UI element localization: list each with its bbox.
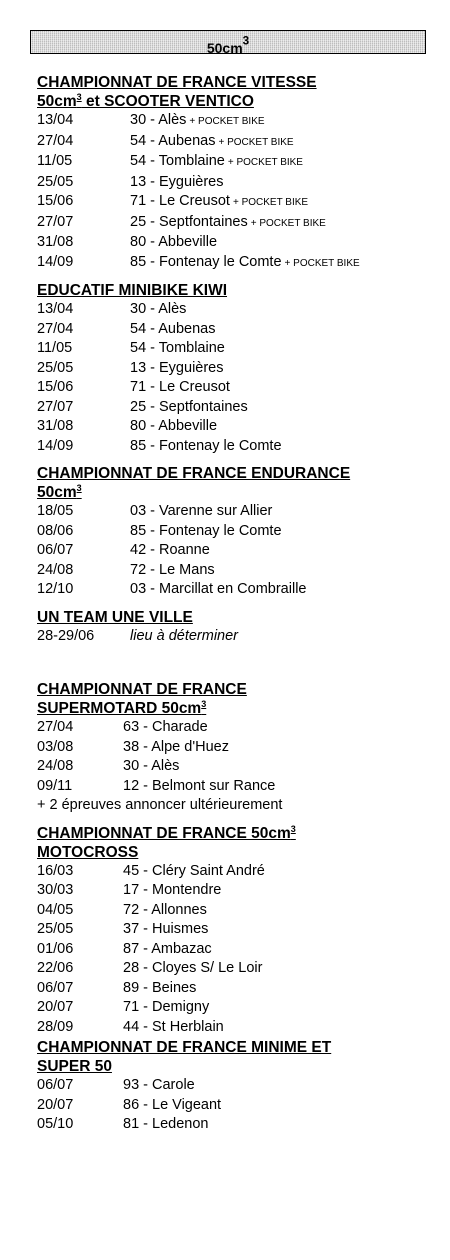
event-location: 30 - Alès + POCKET BIKE [130,112,265,128]
event-date: 20/07 [37,1096,74,1113]
event-date: 11/05 [37,340,73,356]
event-date: 20/07 [37,999,74,1015]
event-date: 12/10 [37,581,74,597]
event-row [37,339,432,359]
event-row [37,320,432,340]
event-row [37,920,432,940]
event-row [37,881,432,901]
event-location: 37 - Huismes [123,921,209,937]
event-date: 24/08 [37,561,74,578]
event-row [37,627,432,647]
event-date: 27/04 [37,719,74,735]
event-row [37,173,432,193]
event-date: 27/07 [37,213,74,230]
event-location: 72 - Allonnes [123,901,207,918]
event-row [37,959,432,979]
section-title-line: SUPERMOTARD $50cm^3$ [37,699,207,717]
event-location: 85 - Fontenay le Comte [130,437,282,454]
event-date: 06/07 [37,979,74,996]
event-date: 28/09 [37,1018,74,1035]
section-title-line: CHAMPIONNAT DE FRANCE VITESSE [37,74,317,91]
event-date: 09/11 [37,777,73,794]
event-section [37,73,432,273]
event-location: 71 - Le Creusot + POCKET BIKE [130,193,309,209]
calendar-content [37,73,432,1135]
header-superscript: 3 [242,34,250,47]
event-location: 25 - Septfontaines [130,398,248,415]
section-title-line: $50cm^3$ et SCOOTER VENTICO [37,92,254,110]
title-superscript: 3 [201,699,207,709]
event-location: 80 - Abbeville [130,234,218,250]
event-row [37,111,432,132]
event-date: 24/08 [37,758,74,774]
event-section [37,281,432,456]
event-date: 31/08 [37,418,74,434]
event-location: 85 - Fontenay le Comte + POCKET BIKE [130,253,360,270]
section-title-line: $50cm^3$ [37,483,82,501]
event-row [37,398,432,418]
event-date: 08/06 [37,522,74,539]
pocket-bike-tag: + POCKET BIKE [218,136,294,148]
event-location: 28 - Cloyes S/ Le Loir [123,960,263,976]
event-section [37,1038,432,1135]
event-section [37,608,432,647]
event-row [37,522,432,542]
event-date: 01/06 [37,940,74,957]
event-location: 54 - Tomblaine [130,340,225,356]
event-location: lieu à déterminer [130,627,238,644]
event-date: 15/06 [37,379,74,395]
event-location: 93 - Carole [123,1077,195,1093]
event-row [37,940,432,960]
event-date: 14/09 [37,437,74,454]
event-date: 22/06 [37,960,74,976]
event-row [37,233,432,253]
event-date: 25/05 [37,173,74,190]
section-title-line: CHAMPIONNAT DE FRANCE ENDURANCE [37,465,351,482]
event-row [37,253,432,274]
event-row [37,1115,432,1135]
event-row [37,979,432,999]
event-date: 25/05 [37,359,74,376]
event-location: 44 - St Herblain [123,1018,224,1035]
event-row [37,152,432,173]
section-title-line: MOTOCROSS [37,843,139,861]
event-location: 63 - Charade [123,719,208,735]
event-row [37,1018,432,1038]
event-location: 86 - Le Vigeant [123,1096,222,1113]
section-title-line: SUPER 50 [37,1058,112,1075]
event-date: 04/05 [37,901,74,918]
event-location: 81 - Ledenon [123,1116,209,1132]
title-superscript: 3 [76,483,82,493]
event-date: 30/03 [37,882,74,898]
pocket-bike-tag: + POCKET BIKE [232,197,309,208]
event-row [37,132,432,153]
event-row [37,1076,432,1096]
event-date: 27/04 [37,320,74,337]
event-date: 06/07 [37,1077,74,1093]
event-location: 30 - Alès [123,758,180,774]
event-row [37,437,432,457]
event-location: 71 - Le Creusot [130,379,230,395]
event-date: 11/05 [37,153,73,169]
event-date: 31/08 [37,234,74,250]
event-row [37,580,432,600]
section-title-line: CHAMPIONNAT DE FRANCE MINIME ET [37,1039,332,1056]
event-date: 16/03 [37,862,74,879]
event-row [37,738,432,758]
event-date: 28-29/06 [37,627,95,644]
event-location: 03 - Varenne sur Allier [130,503,273,519]
event-row [37,718,432,738]
event-date: 27/04 [37,132,74,149]
event-location: 72 - Le Mans [130,561,215,578]
event-row [37,777,432,797]
event-location: 45 - Cléry Saint André [123,862,265,879]
event-row [37,561,432,581]
event-date: 13/04 [37,301,74,317]
section-note: + 2 épreuves annoncer ultérieurement [37,797,283,813]
event-location: 13 - Eyguières [130,173,224,190]
section-header-bar [30,30,426,54]
event-row [37,502,432,522]
event-location: 25 - Septfontaines + POCKET BIKE [130,213,326,230]
event-location: 38 - Alpe d'Huez [123,738,229,755]
event-row [37,541,432,561]
section-title-line: UN TEAM UNE VILLE [37,608,193,626]
pocket-bike-tag: + POCKET BIKE [189,116,265,127]
header-title: $50cm^3$ [206,34,250,56]
event-date: 03/08 [37,738,74,755]
event-section [37,824,432,1038]
event-date: 15/06 [37,193,74,209]
pocket-bike-tag: + POCKET BIKE [284,257,360,269]
event-location: 54 - Aubenas [130,320,216,337]
event-location: 12 - Belmont sur Rance [123,777,276,794]
event-location: 54 - Tomblaine + POCKET BIKE [130,153,303,169]
event-row [37,417,432,437]
event-row [37,862,432,882]
event-location: 30 - Alès [130,301,187,317]
event-location: 80 - Abbeville [130,418,218,434]
title-superscript: 3 [290,823,296,834]
event-row [37,359,432,379]
event-section [37,680,432,816]
section-title-line: CHAMPIONNAT DE FRANCE $50cm^3$ [37,823,296,842]
event-date: 27/07 [37,398,74,415]
event-row [37,1096,432,1116]
pocket-bike-tag: + POCKET BIKE [250,217,326,229]
event-location: 71 - Demigny [123,999,210,1015]
event-date: 25/05 [37,921,74,937]
event-date: 06/07 [37,542,74,558]
event-row [37,213,432,234]
event-section [37,464,432,600]
event-location: 17 - Montendre [123,882,222,898]
event-row [37,998,432,1018]
event-location: 85 - Fontenay le Comte [130,522,282,539]
event-location: 13 - Eyguières [130,359,224,376]
event-row [37,757,432,777]
event-location: 54 - Aubenas + POCKET BIKE [130,132,294,149]
event-location: 03 - Marcillat en Combraille [130,581,307,597]
event-date: 14/09 [37,253,74,270]
event-row [37,300,432,320]
event-row [37,378,432,398]
event-row [37,901,432,921]
event-location: 87 - Ambazac [123,940,212,957]
pocket-bike-tag: + POCKET BIKE [227,157,303,168]
section-title-line: CHAMPIONNAT DE FRANCE [37,681,247,698]
event-row [37,192,432,213]
event-date: 13/04 [37,112,74,128]
event-date: 05/10 [37,1116,74,1132]
event-location: 42 - Roanne [130,542,210,558]
section-title-line: EDUCATIF MINIBIKE KIWI [37,282,228,299]
event-date: 18/05 [37,503,74,519]
title-superscript: 3 [76,92,82,102]
event-location: 89 - Beines [123,979,197,996]
